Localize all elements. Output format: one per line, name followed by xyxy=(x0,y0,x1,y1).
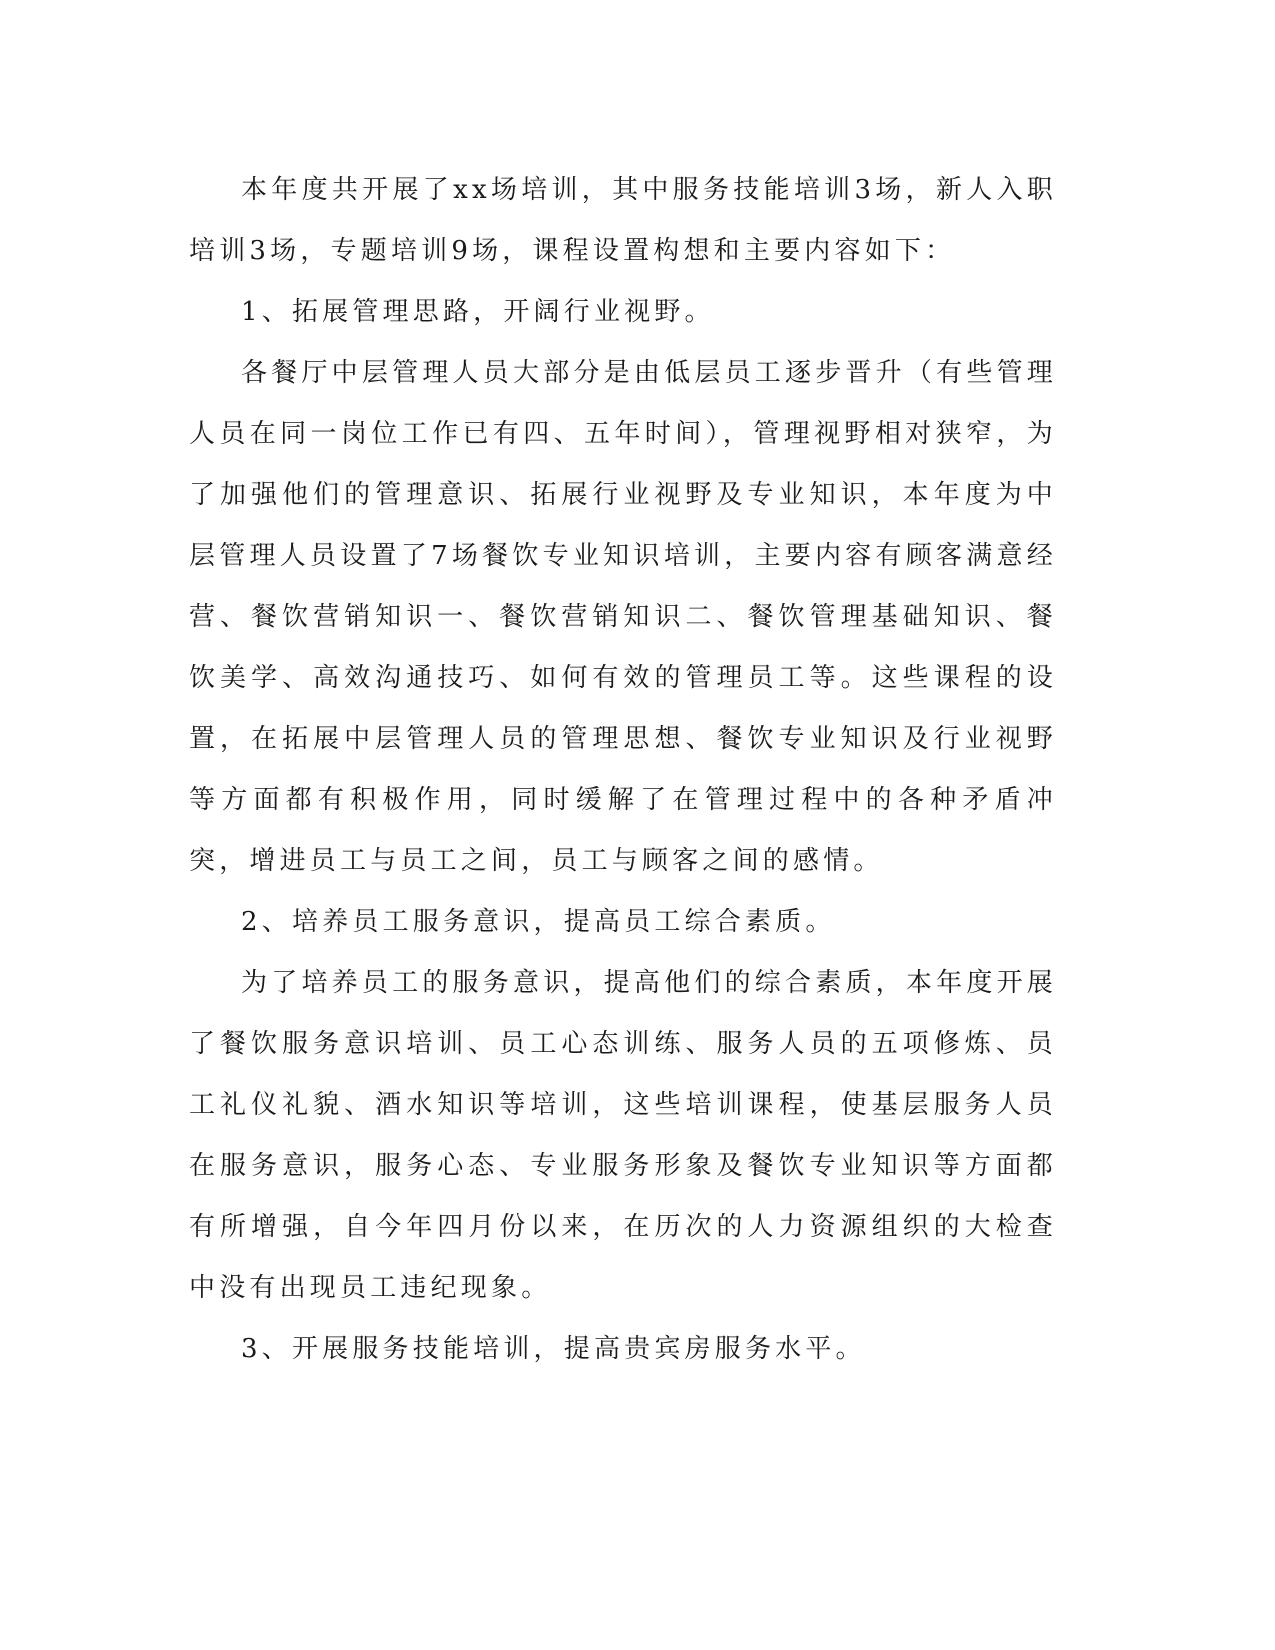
heading-section-3: 3、开展服务技能培训，提高贵宾房服务水平。 xyxy=(241,1334,866,1364)
paragraph-section-1: 各餐厅中层管理人员大部分是由低层员工逐步晋升（有些管理人员在同一岗位工作已有四、五年时间），管理视野相对狭窄，为了加强他们的管理意识、拓展行业视野及专业知识，本年度为中层管理人员设置了7场餐饮专业知识培训，主要内容有顾客满意经营、餐饮营销知识一、餐饮营销知识二、餐饮管理基础知识、餐饮美学、高效沟通技巧、如何有效的管理员工等。这些课程的设置，在拓展中层管理人员的管理思想、餐饮专业知识及行业视野等方面都有积极作用，同时缓解了在管理过程中的各种矛盾冲突，增进员工与员工之间，员工与顾客之间的感情。 xyxy=(189,358,1057,876)
paragraph-training-overview: 本年度共开展了xx场培训，其中服务技能培训3场，新人入职培训3场，专题培训9场，课程设置构想和主要内容如下： xyxy=(189,175,1057,266)
heading-section-2: 2、培养员工服务意识，提高员工综合素质。 xyxy=(241,907,836,937)
heading-section-1: 1、拓展管理思路，开阔行业视野。 xyxy=(241,297,715,327)
paragraph-section-2: 为了培养员工的服务意识，提高他们的综合素质，本年度开展了餐饮服务意识培训、员工心态训练、服务人员的五项修炼、员工礼仪礼貌、酒水知识等培训，这些培训课程，使基层服务人员在服务意识，服务心态、专业服务形象及餐饮专业知识等方面都有所增强，自今年四月份以来，在历次的人力资源组织的大检查中没有出现员工违纪现象。 xyxy=(189,968,1057,1303)
document-body xyxy=(189,160,1057,1380)
